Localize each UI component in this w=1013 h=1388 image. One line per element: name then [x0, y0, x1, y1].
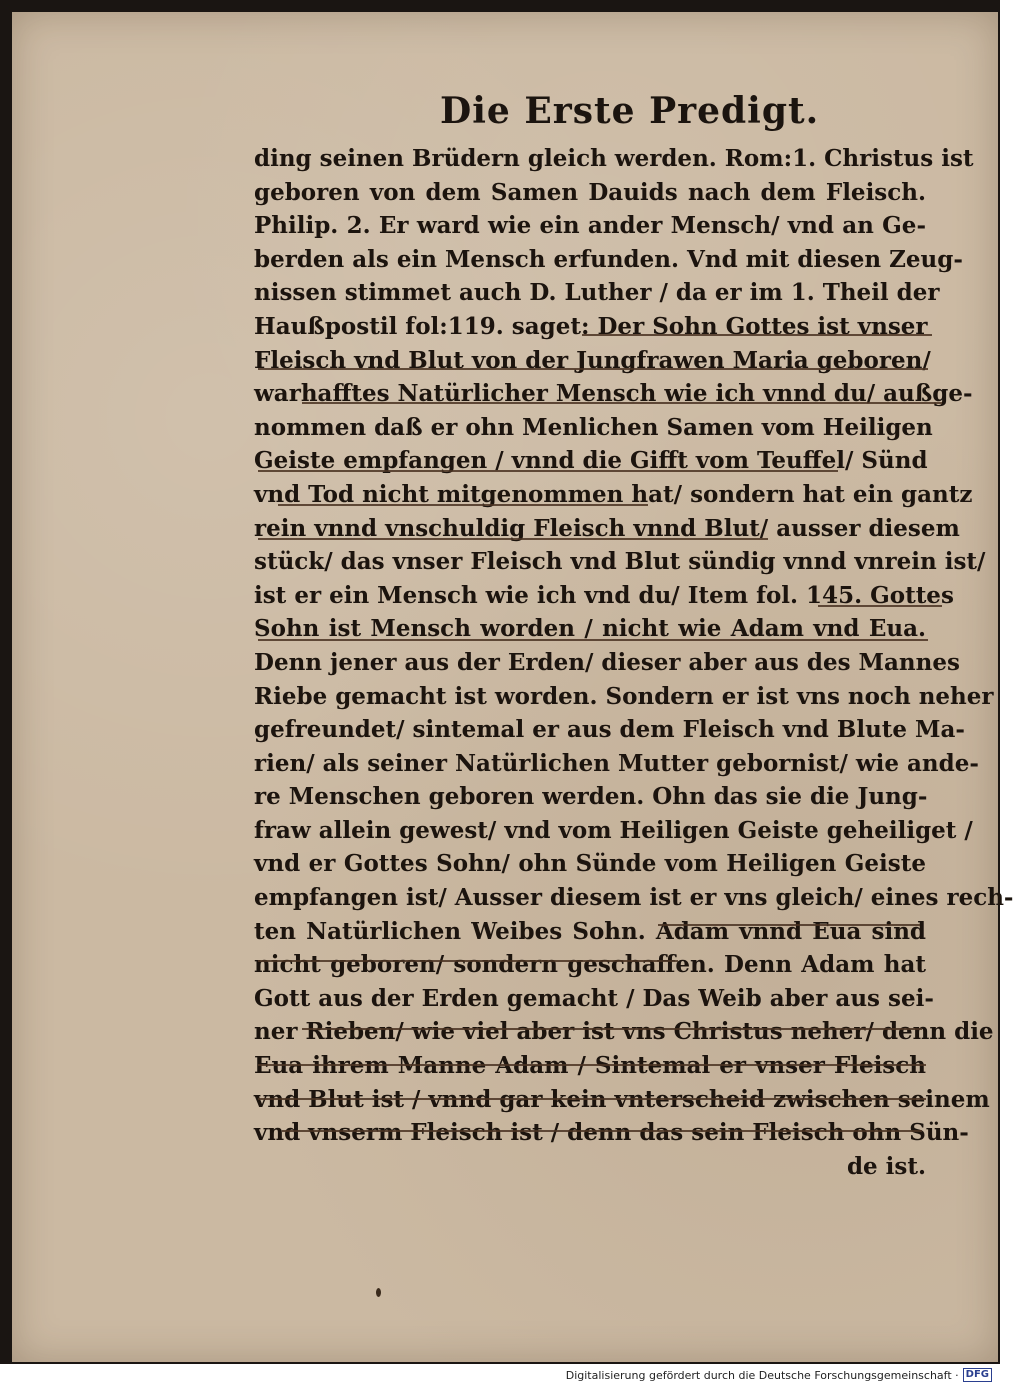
text-line: vnd er Gottes Sohn/ ohn Sünde vom Heiligen Geiste — [254, 850, 926, 878]
text-line: fraw allein gewest/ vnd vom Heiligen Geiste geheiliget / — [254, 816, 973, 844]
text-line: stück/ das vnser Fleisch vnd Blut sündig vnnd vnrein ist/ — [254, 548, 986, 576]
text-line: Fleisch vnd Blut von der Jungfrawen Maria geboren/ — [254, 346, 931, 374]
digitization-credit — [566, 1368, 992, 1382]
text-line: ist er ein Mensch wie ich vnd du/ Item fol. 145. Gottes — [254, 581, 954, 609]
text-line: Haußpostil fol:119. saget: Der Sohn Gottes ist vnser — [254, 312, 928, 340]
ink-underline — [818, 605, 942, 607]
ink-underline — [258, 470, 838, 472]
text-line: Sohn ist Mensch worden / nicht wie Adam vnd Eua. — [254, 615, 926, 643]
ink-underline — [302, 402, 942, 404]
text-line: geboren von dem Samen Dauids nach dem Fleisch. — [254, 178, 926, 206]
text-line: warhafftes Natürlicher Mensch wie ich vnnd du/ außge- — [254, 380, 973, 408]
dfg-logo: DFG — [963, 1368, 992, 1382]
ink-underline — [302, 1028, 922, 1030]
text-line: ding seinen Brüdern gleich werden. Rom:1. Christus ist — [254, 145, 974, 172]
ink-underline — [258, 538, 768, 540]
text-line: vnd Blut ist / vnnd gar kein vnterscheid zwischen seinem — [254, 1085, 990, 1113]
ink-underline — [582, 334, 932, 336]
running-title: Die Erste Predigt. — [440, 90, 820, 132]
ink-underline — [258, 960, 678, 962]
text-line: berden als ein Mensch erfunden. Vnd mit diesen Zeug- — [254, 245, 963, 273]
text-line: nissen stimmet auch D. Luther / da er im 1. Theil der — [254, 279, 940, 307]
text-line: Geiste empfangen / vnnd die Gifft vom Teuffel/ Sünd — [254, 447, 928, 475]
text-line: Denn jener aus der Erden/ dieser aber aus des Mannes — [254, 648, 960, 676]
ink-underline — [258, 639, 928, 641]
text-line: vnd Tod nicht mitgenommen hat/ sondern hat ein gantz — [254, 480, 973, 508]
book-page — [12, 12, 1013, 1362]
ink-underline — [658, 924, 920, 926]
text-line: nommen daß er ohn Menlichen Samen vom Heiligen — [254, 413, 933, 441]
ink-underline — [258, 1098, 926, 1100]
text-line: vnd vnserm Fleisch ist / denn das sein Fleisch ohn Sün- — [254, 1119, 969, 1147]
text-line: re Menschen geboren werden. Ohn das sie die Jung- — [254, 783, 928, 811]
text-line: ner Rieben/ wie viel aber ist vns Christus neher/ denn die — [254, 1018, 994, 1046]
text-line: empfangen ist/ Ausser diesem ist er vns gleich/ eines rech- — [254, 884, 1013, 912]
ink-speck — [376, 1288, 381, 1297]
text-line: rien/ als seiner Natürlichen Mutter gebornist/ wie ande- — [254, 749, 979, 777]
credit-text: Digitalisierung gefördert durch die Deutsche Forschungsgemeinschaft · — [565, 1368, 959, 1382]
ink-underline — [258, 1064, 926, 1066]
text-line: gefreundet/ sintemal er aus dem Fleisch vnd Blute Ma- — [254, 716, 965, 744]
text-line: rein vnnd vnschuldig Fleisch vnnd Blut/ ausser diesem — [254, 514, 960, 542]
ink-underline — [282, 1130, 922, 1132]
ink-underline — [278, 504, 648, 506]
text-line: de ist. — [846, 1152, 926, 1180]
text-line: Gott aus der Erden gemacht / Das Weib aber aus sei- — [254, 984, 934, 1012]
text-line: Riebe gemacht ist worden. Sondern er ist vns noch neher — [254, 682, 994, 710]
text-line: Eua ihrem Manne Adam / Sintemal er vnser Fleisch — [254, 1052, 926, 1080]
ink-underline — [258, 368, 928, 370]
text-line: ten Natürlichen Weibes Sohn. Adam vnnd Eua sind — [254, 917, 926, 945]
text-line: nicht geboren/ sondern geschaffen. Denn Adam hat — [254, 951, 926, 979]
text-line: Philip. 2. Er ward wie ein ander Mensch/ vnd an Ge- — [254, 212, 926, 240]
